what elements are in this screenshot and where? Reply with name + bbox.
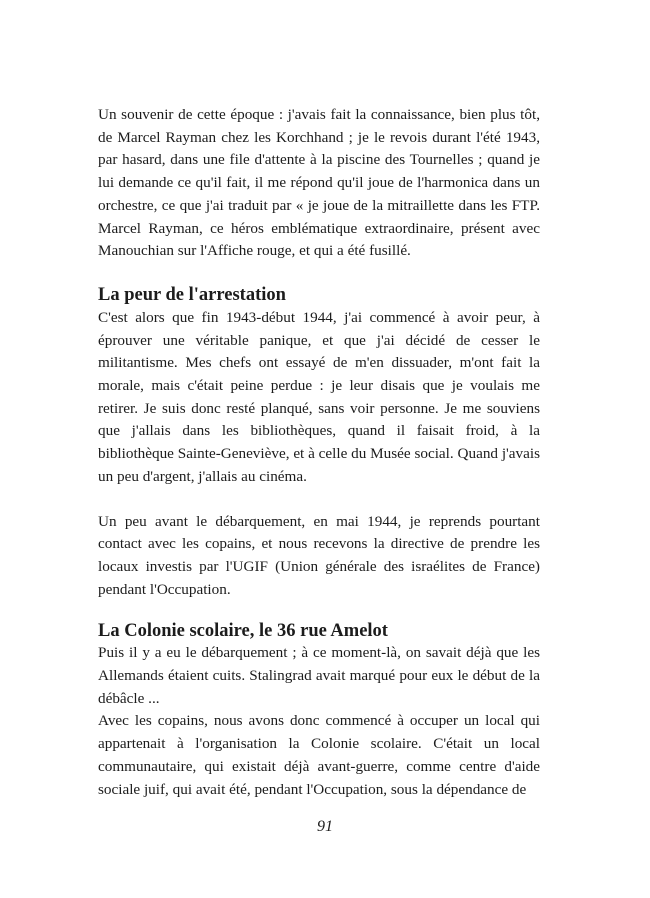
section-heading-colonie: La Colonie scolaire, le 36 rue Amelot <box>98 621 388 642</box>
paragraph-souvenir: Un souvenir de cette époque : j'avais fait la connaissance, bien plus tôt, de Marcel Rayman chez les Korchhand ; je le revois durant l'été 1943, par hasard, dans une file d'attente à la piscine des Tournelles ; quand je lui demande ce qu'il fait, il me répond qu'il joue de l'harmonica dans un orchestre, ce que j'ai traduit par « je joue de la mitraillette dans les FTP. Marcel Rayman, ce héros emblématique extraordinaire, présent avec Manouchian sur l'Affiche rouge, et qui a été fusillé. <box>98 106 540 260</box>
section-heading-peur: La peur de l'arrestation <box>98 284 286 305</box>
paragraph-spacer <box>98 489 540 511</box>
book-page-body <box>98 104 540 801</box>
paragraph-local: Avec les copains, nous avons donc commencé à occuper un local qui appartenait à l'organisation la Colonie scolaire. C'était un local communautaire, qui existait déjà avant-guerre, comme centre d'aide sociale juif, qui avait été, pendant l'Occupation, sous la dépendance de <box>98 712 540 798</box>
paragraph-stalingrad: Puis il y a eu le débarquement ; à ce moment-là, on savait déjà que les Allemands étaient cuits. Stalingrad avait marqué pour eux le début de la débâcle ... <box>98 644 540 707</box>
paragraph-debarquement: Un peu avant le débarquement, en mai 1944, je reprends pourtant contact avec les copains, et nous recevons la directive de prendre les locaux investis par l'UGIF (Union générale des israélites de France) pendant l'Occupation. <box>98 512 540 598</box>
page-number: 91 <box>317 818 333 835</box>
paragraph-peur: C'est alors que fin 1943-début 1944, j'ai commencé à avoir peur, à éprouver une véritable panique, et que j'ai décidé de cesser le militantisme. Mes chefs ont essayé de m'en dissuader, m'ont fait la morale, mais c'était peine perdue : je leur disais que je voulais me retirer. Je suis donc resté planqué, sans voir personne. Je me souviens que j'allais dans les bibliothèques, quand il faisait froid, à la bibliothèque Sainte-Geneviève, et à celle du Musée social. Quand j'avais un peu d'argent, j'allais au cinéma. <box>98 308 540 485</box>
